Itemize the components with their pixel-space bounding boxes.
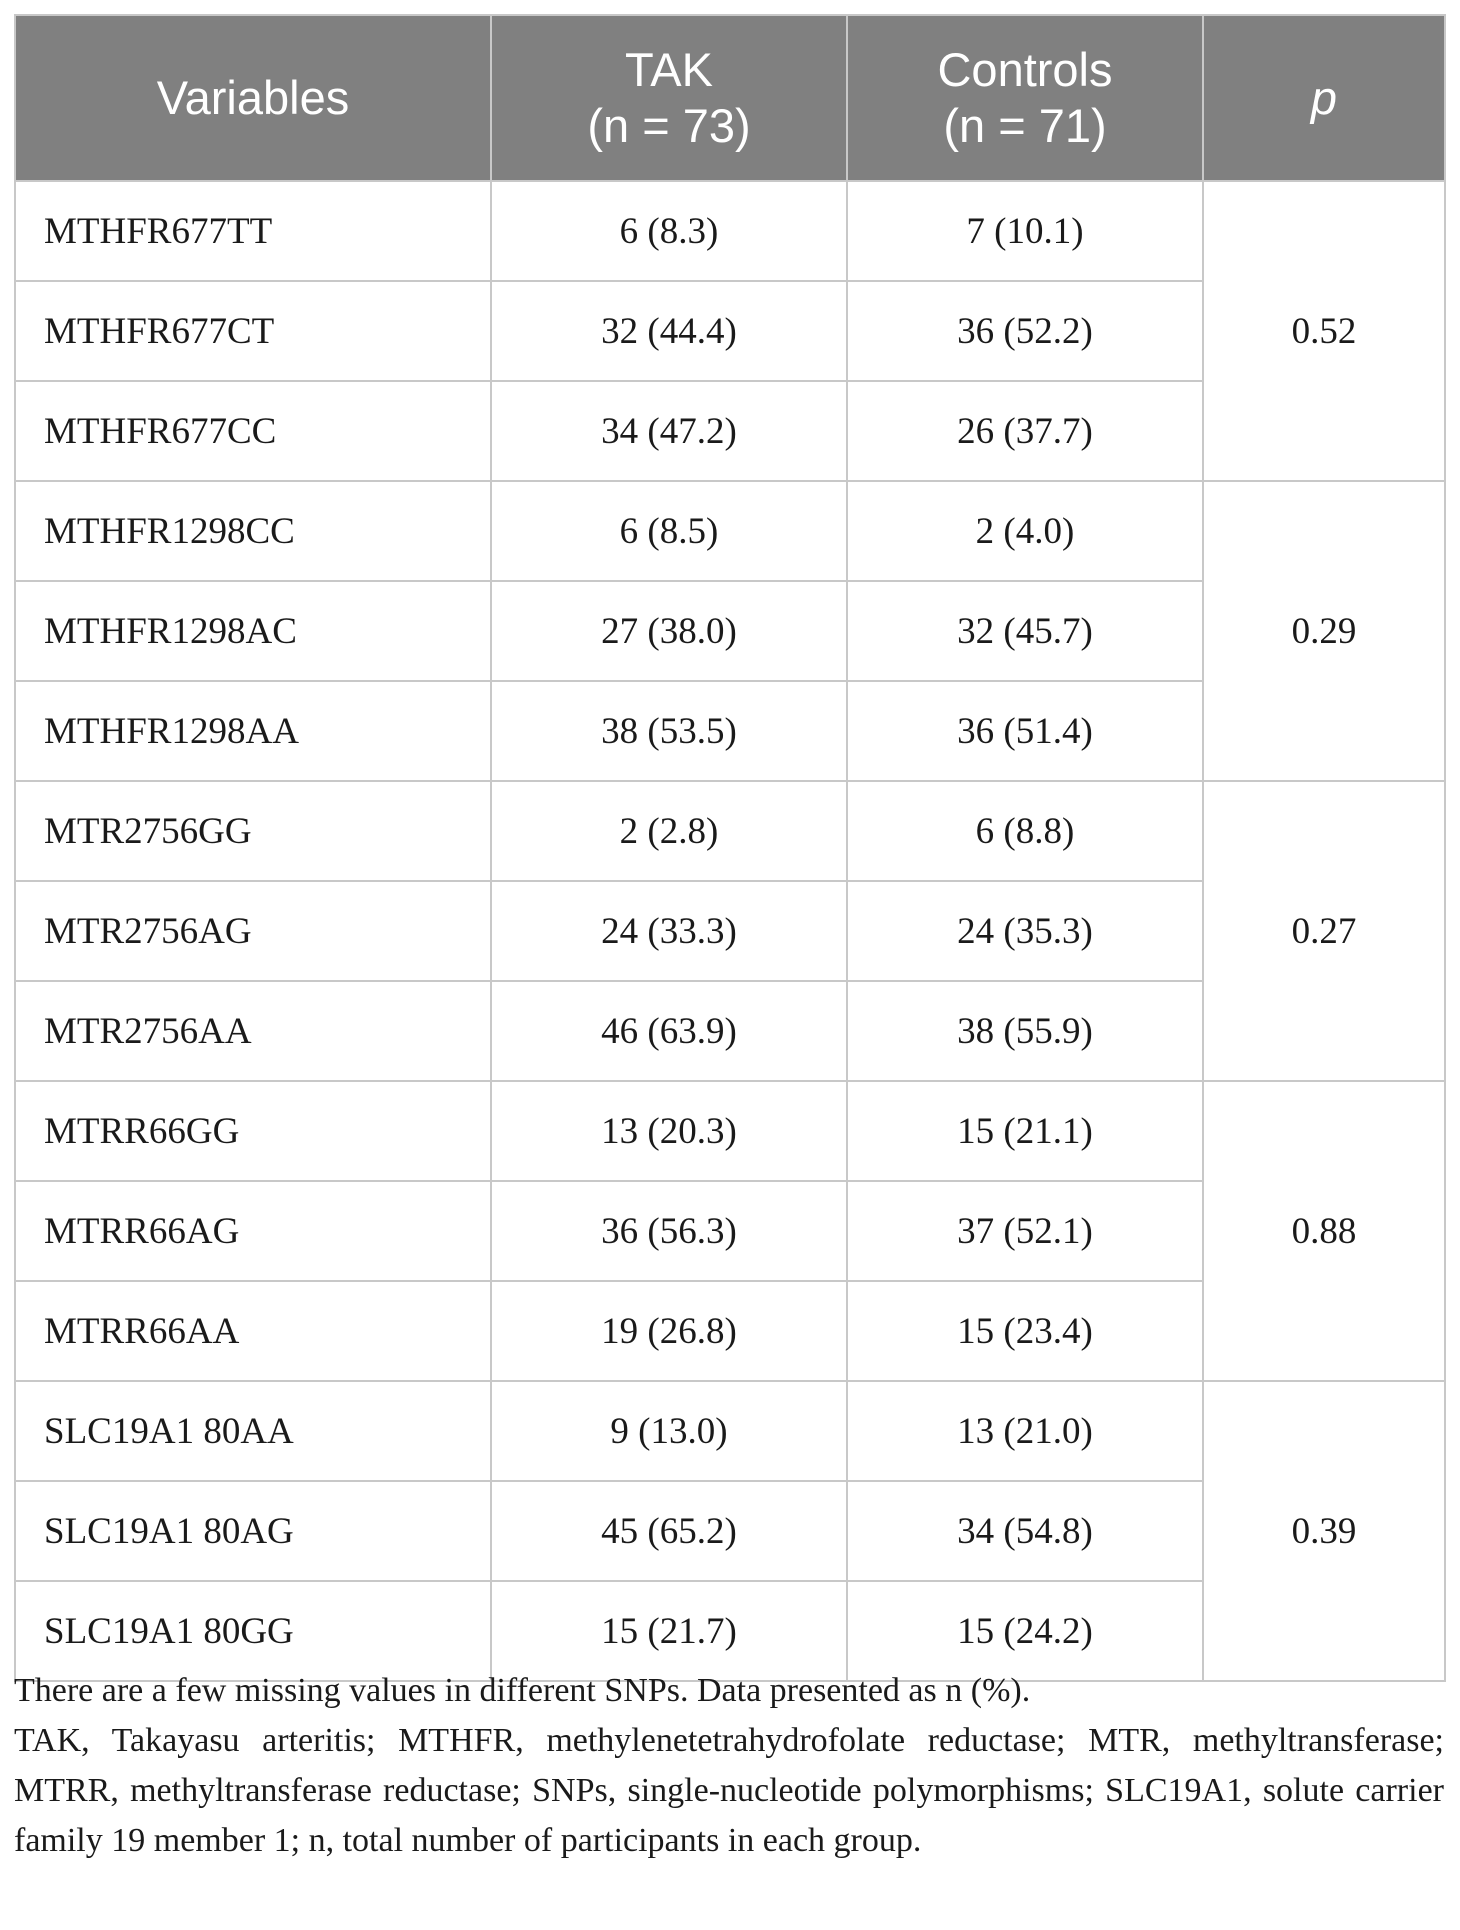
tak-cell: 36 (56.3) xyxy=(491,1181,847,1281)
tak-cell: 2 (2.8) xyxy=(491,781,847,881)
tak-cell: 6 (8.5) xyxy=(491,481,847,581)
controls-cell: 6 (8.8) xyxy=(847,781,1203,881)
controls-cell: 2 (4.0) xyxy=(847,481,1203,581)
table-row xyxy=(15,481,1445,581)
table-row xyxy=(15,181,1445,281)
table-row xyxy=(15,1381,1445,1481)
variable-cell: SLC19A1 80AA xyxy=(15,1381,491,1481)
controls-cell: 37 (52.1) xyxy=(847,1181,1203,1281)
tak-cell: 15 (21.7) xyxy=(491,1581,847,1681)
p-value-cell: 0.29 xyxy=(1203,481,1445,781)
tak-cell: 19 (26.8) xyxy=(491,1281,847,1381)
genotype-table xyxy=(14,14,1446,1682)
variable-cell: MTR2756AG xyxy=(15,881,491,981)
tak-cell: 46 (63.9) xyxy=(491,981,847,1081)
variable-cell: MTRR66AA xyxy=(15,1281,491,1381)
header-p-value: p xyxy=(1203,15,1445,181)
controls-cell: 7 (10.1) xyxy=(847,181,1203,281)
header-controls-title: Controls xyxy=(937,43,1113,96)
tak-cell: 38 (53.5) xyxy=(491,681,847,781)
p-value-cell: 0.27 xyxy=(1203,781,1445,1081)
controls-cell: 34 (54.8) xyxy=(847,1481,1203,1581)
variable-cell: MTHFR677CC xyxy=(15,381,491,481)
controls-cell: 15 (21.1) xyxy=(847,1081,1203,1181)
variable-cell: MTHFR677CT xyxy=(15,281,491,381)
variable-cell: MTHFR1298AC xyxy=(15,581,491,681)
variable-cell: SLC19A1 80AG xyxy=(15,1481,491,1581)
tak-cell: 9 (13.0) xyxy=(491,1381,847,1481)
p-value-cell: 0.88 xyxy=(1203,1081,1445,1381)
variable-cell: MTRR66AG xyxy=(15,1181,491,1281)
controls-cell: 15 (23.4) xyxy=(847,1281,1203,1381)
header-tak xyxy=(491,15,847,181)
genotype-table-container xyxy=(14,14,1444,1682)
controls-cell: 38 (55.9) xyxy=(847,981,1203,1081)
controls-cell: 26 (37.7) xyxy=(847,381,1203,481)
controls-cell: 36 (51.4) xyxy=(847,681,1203,781)
footnote-abbreviations: TAK, Takayasu arteritis; MTHFR, methylenetetrahydrofolate reductase; MTR, methyltransferase; MTRR, methyltransferase reductase; SNPs, single-nucleotide polymorphisms; SLC19A1, solute carrier family 19 member 1; n, total number of participants in each group. xyxy=(14,1722,1444,1859)
variable-cell: MTR2756GG xyxy=(15,781,491,881)
tak-cell: 32 (44.4) xyxy=(491,281,847,381)
controls-cell: 36 (52.2) xyxy=(847,281,1203,381)
footnote-missing-values: There are a few missing values in different SNPs. Data presented as n (%). xyxy=(14,1672,1031,1709)
variable-cell: MTR2756AA xyxy=(15,981,491,1081)
controls-cell: 32 (45.7) xyxy=(847,581,1203,681)
tak-cell: 45 (65.2) xyxy=(491,1481,847,1581)
header-tak-count: (n = 73) xyxy=(587,99,751,152)
header-controls xyxy=(847,15,1203,181)
table-footnotes xyxy=(14,1666,1444,1866)
table-header-row xyxy=(15,15,1445,181)
table-row xyxy=(15,1081,1445,1181)
variable-cell: MTHFR1298AA xyxy=(15,681,491,781)
tak-cell: 27 (38.0) xyxy=(491,581,847,681)
p-value-cell: 0.52 xyxy=(1203,181,1445,481)
controls-cell: 13 (21.0) xyxy=(847,1381,1203,1481)
header-controls-count: (n = 71) xyxy=(943,99,1107,152)
header-variables: Variables xyxy=(15,15,491,181)
controls-cell: 24 (35.3) xyxy=(847,881,1203,981)
header-tak-title: TAK xyxy=(625,43,713,96)
variable-cell: MTHFR677TT xyxy=(15,181,491,281)
tak-cell: 13 (20.3) xyxy=(491,1081,847,1181)
controls-cell: 15 (24.2) xyxy=(847,1581,1203,1681)
tak-cell: 34 (47.2) xyxy=(491,381,847,481)
tak-cell: 24 (33.3) xyxy=(491,881,847,981)
tak-cell: 6 (8.3) xyxy=(491,181,847,281)
variable-cell: MTHFR1298CC xyxy=(15,481,491,581)
p-value-cell: 0.39 xyxy=(1203,1381,1445,1681)
variable-cell: SLC19A1 80GG xyxy=(15,1581,491,1681)
variable-cell: MTRR66GG xyxy=(15,1081,491,1181)
table-row xyxy=(15,781,1445,881)
